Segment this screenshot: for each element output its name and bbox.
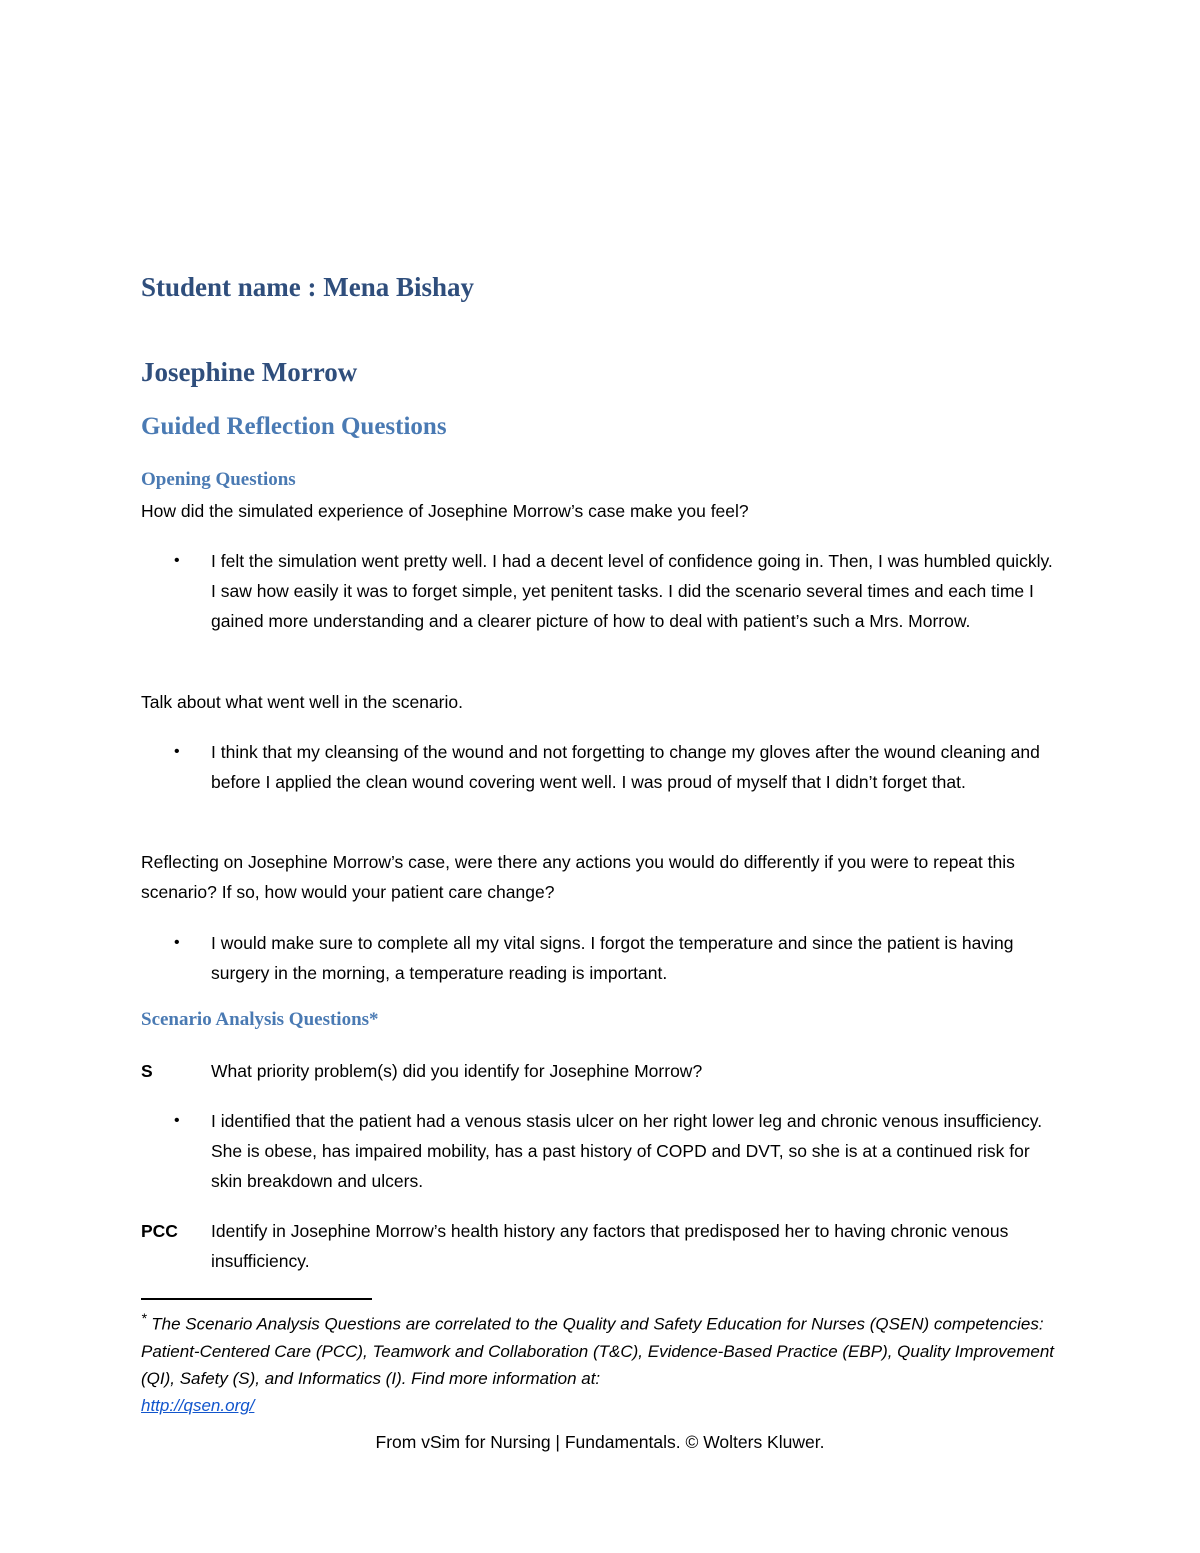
answer-1-text: I felt the simulation went pretty well. I had a decent level of confidence going in. Then, I was humbled quickly. I saw how easily it was to forget simple, yet penitent tasks. I did the scenario several times and each time I gained more understanding and a clearer picture of how to deal with patient’s such a Mrs. Morrow.: [211, 551, 1053, 631]
pcc-tag: PCC: [141, 1221, 178, 1241]
student-name-heading: Student name : Mena Bishay: [141, 272, 475, 302]
section-subtitle: Guided Reflection Questions: [141, 413, 447, 440]
opening-questions-heading: Opening Questions: [141, 469, 296, 490]
scenario-analysis-heading: [141, 1009, 379, 1031]
qsen-link[interactable]: http://qsen.org/: [141, 1395, 255, 1415]
footnote-text: The Scenario Analysis Questions are correlated to the Quality and Safety Education for Nurses (QSEN) competencies: Patient-Centered Care (PCC), Teamwork and Collaboration (T&C), Evidence-Based Practice (EBP), Quality Improvement (QI), Safety (S), and Informatics (I). Find more information at:: [141, 1314, 1055, 1388]
answer-2-text: I think that my cleansing of the wound and not forgetting to change my gloves after the wound cleaning and before I applied the clean wound covering went well. I was proud of myself that I didn’t forget that.: [211, 742, 1040, 792]
footnote-divider: [141, 1298, 372, 1300]
bullet-icon: •: [174, 743, 180, 760]
bullet-icon: •: [174, 1112, 180, 1129]
pcc-question: Identify in Josephine Morrow’s health history any factors that predisposed her to having chronic venous insufficiency.: [211, 1221, 1009, 1271]
footnote-marker: *: [141, 1311, 147, 1327]
bullet-icon: •: [174, 552, 180, 569]
footnote-reference[interactable]: *: [369, 1009, 379, 1030]
question-2: Talk about what went well in the scenario.: [141, 692, 463, 712]
question-1: How did the simulated experience of Josephine Morrow’s case make you feel?: [141, 501, 749, 521]
scenario-analysis-heading-text: Scenario Analysis Questions: [141, 1009, 370, 1030]
s-tag: S: [141, 1061, 153, 1081]
answer-3-text: I would make sure to complete all my vital signs. I forgot the temperature and since the patient is having surgery in the morning, a temperature reading is important.: [211, 933, 1014, 983]
page-title: Josephine Morrow: [141, 357, 358, 387]
page-footer: From vSim for Nursing | Fundamentals. © Wolters Kluwer.: [375, 1432, 825, 1452]
s-answer-text: I identified that the patient had a venous stasis ulcer on her right lower leg and chronic venous insufficiency. She is obese, has impaired mobility, has a past history of COPD and DVT, so she is at a continued risk for skin breakdown and ulcers.: [211, 1111, 1043, 1191]
s-question: What priority problem(s) did you identify for Josephine Morrow?: [211, 1061, 703, 1081]
footnote: [141, 1306, 1071, 1419]
bullet-icon: •: [174, 934, 180, 951]
question-3: Reflecting on Josephine Morrow’s case, were there any actions you would do differently if you were to repeat this scenario? If so, how would your patient care change?: [141, 852, 1015, 902]
